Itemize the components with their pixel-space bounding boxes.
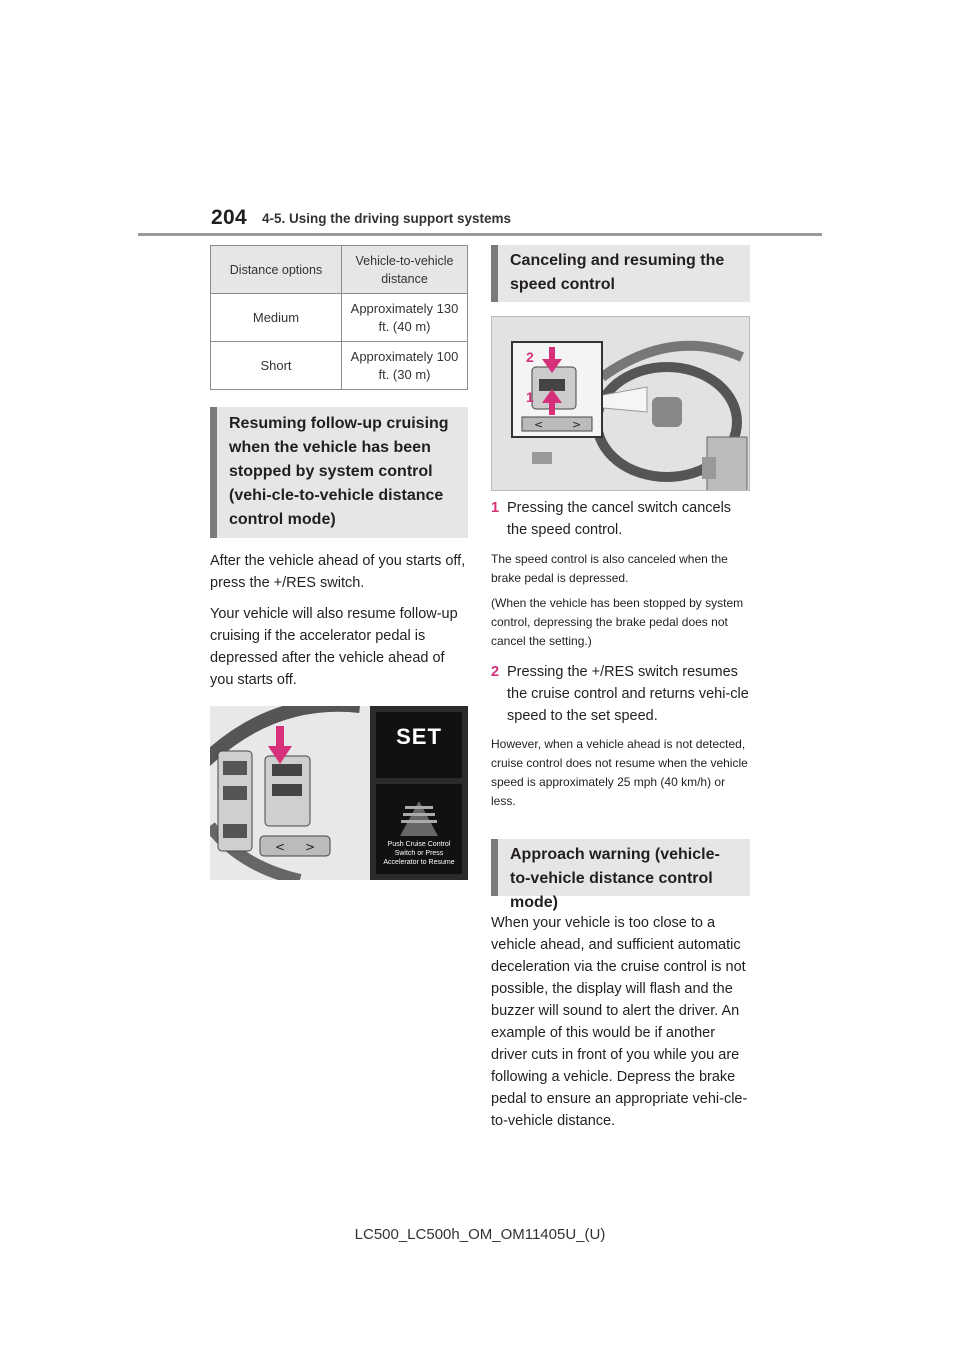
cancel-section-heading: Canceling and resuming the speed control (491, 245, 750, 302)
step-text: Pressing the cancel switch cancels the speed control. (507, 500, 732, 538)
step-text: Pressing the +/RES switch resumes the cruise control and returns vehi-cle speed to the set speed. (507, 664, 749, 724)
cancel-switch-illustration (491, 316, 750, 491)
cancel-note-1: The speed control is also canceled when the brake pedal is depressed. (491, 552, 728, 585)
set-display-text: SET (396, 724, 442, 749)
resume-display-message: Push Cruise Control Switch or Press Accelerator to Resume (383, 841, 455, 866)
resume-paragraph-2: Your vehicle will also resume follow-up cruising if the accelerator pedal is depressed after the vehicle ahead of you starts off. (210, 606, 458, 688)
cancel-note-2: (When the vehicle has been stopped by system control, depressing the brake pedal does not cancel the setting.) (491, 596, 744, 648)
resume-section-heading: Resuming follow-up cruising when the vehicle has been stopped by system control (vehi-cle-to-vehicle distance control mode) (210, 407, 468, 538)
right-column (491, 245, 750, 1132)
cancel-note-3: However, when a vehicle ahead is not detected, cruise control does not resume when the vehicle speed is approximately 25 mph (40 km/h) or less. (491, 737, 748, 808)
callout-label-2: 2 (526, 349, 534, 365)
svg-text:<: < (534, 418, 544, 431)
page-number: 204 (211, 206, 247, 229)
table-header-cell: Vehicle-to-vehicle distance (342, 246, 468, 294)
left-column (210, 245, 468, 880)
approach-section-heading: Approach warning (vehicle-to-vehicle distance control mode) (491, 839, 750, 896)
table-cell: Short (211, 342, 342, 390)
approach-body: When your vehicle is too close to a vehicle ahead, and sufficient automatic deceleration via the cruise control is not possible, the display will flash and the buzzer will sound to alert the driver. An example of this would be if another driver cuts in front of you while you are following a vehicle. Depress the brake pedal to ensure an appropriate vehi-cle-to-vehicle distance. (491, 915, 748, 1129)
table-header-row (211, 246, 468, 294)
table-cell: Medium (211, 294, 342, 342)
svg-text:>: > (572, 418, 582, 431)
resume-paragraph-1: After the vehicle ahead of you starts off, press the +/RES switch. (210, 553, 466, 591)
table-row (211, 294, 468, 342)
callout-label-1: 1 (526, 389, 534, 405)
table-row (211, 342, 468, 390)
step-number: 1 (491, 500, 500, 516)
table-header-cell: Distance options (211, 246, 342, 294)
steering-switch-illustration (210, 706, 468, 880)
step-1 (491, 497, 750, 541)
step-2 (491, 661, 750, 727)
header-rule (138, 233, 822, 236)
section-title: 4-5. Using the driving support systems (262, 211, 512, 226)
page-footer: LC500_LC500h_OM_OM11405U_(U) (354, 1226, 606, 1243)
svg-text:<: < (275, 840, 286, 854)
distance-table (210, 245, 468, 390)
table-cell: Approximately 100 ft. (30 m) (342, 342, 468, 390)
page-header (0, 0, 960, 240)
svg-text:>: > (305, 840, 316, 854)
step-number: 2 (491, 664, 500, 680)
table-cell: Approximately 130 ft. (40 m) (342, 294, 468, 342)
